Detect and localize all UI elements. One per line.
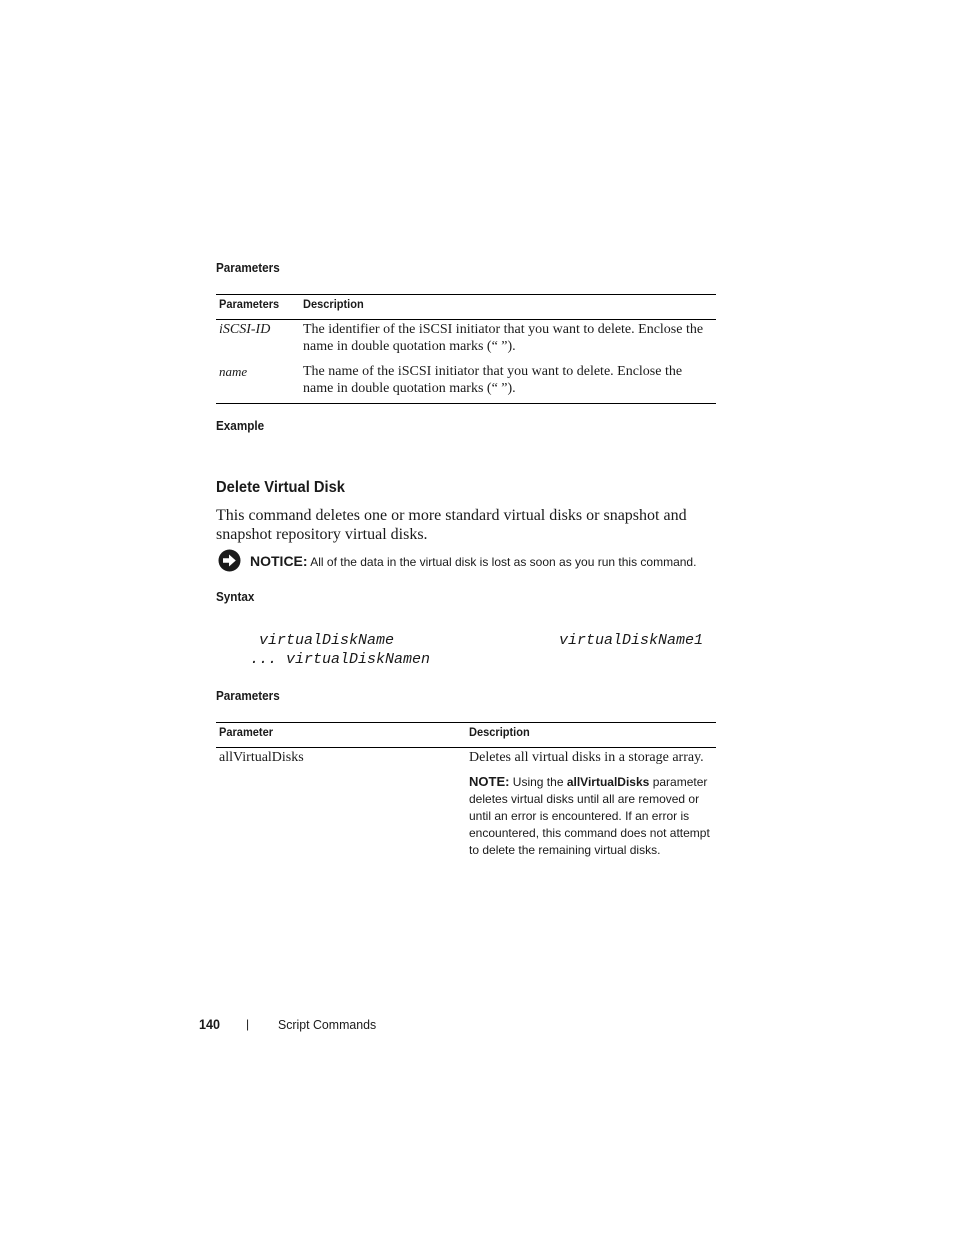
table-header-parameters: Parameters: [219, 297, 280, 311]
syntax-heading: Syntax: [216, 589, 255, 604]
syntax-virtual-disk-name: virtualDiskName: [259, 632, 395, 649]
param-iscsi-id-description: The identifier of the iSCSI initiator that you want to delete. Enclose the name in double quotation marks (“ ”).: [303, 322, 704, 354]
page-number: 140: [199, 1016, 221, 1032]
parameters-heading: Parameters: [216, 260, 280, 275]
table-rule-bottom: [216, 403, 716, 404]
table-header-description: Description: [303, 297, 364, 311]
param-iscsi-id: iSCSI-ID: [219, 322, 271, 337]
note-post: parameter deletes virtual disks until all are removed or until an error is encountered. If an error is encountered, this command does not attempt to delete the remaining virtual disks.: [469, 775, 710, 857]
table2-rule-top: [216, 722, 716, 723]
footer-section: Script Commands: [278, 1017, 377, 1032]
notice-arrow-icon: [218, 549, 241, 572]
table-rule-top: [216, 294, 716, 295]
param-name-description: The name of the iSCSI initiator that you want to delete. Enclose the name in double quotation marks (“ ”).: [303, 364, 683, 396]
param-note: [469, 773, 714, 859]
notice-text: [250, 553, 696, 569]
footer-separator: |: [246, 1017, 250, 1031]
table2-header-parameter: Parameter: [219, 725, 274, 739]
notice-label: NOTICE:: [250, 553, 308, 569]
param-name: name: [219, 364, 248, 379]
param-all-virtual-disks: allVirtualDisks: [219, 750, 304, 765]
example-heading: Example: [216, 418, 265, 433]
note-label: NOTE:: [469, 774, 510, 789]
notice-body: All of the data in the virtual disk is lost as soon as you run this command.: [310, 555, 697, 569]
intro-paragraph: This command deletes one or more standard virtual disks or snapshot and snapshot repository virtual disks.: [216, 507, 687, 543]
table2-rule-header: [216, 747, 716, 748]
table-rule-header: [216, 319, 716, 320]
syntax-virtual-disk-namen: ... virtualDiskNamen: [250, 651, 431, 668]
section-title: Delete Virtual Disk: [216, 479, 346, 496]
syntax-virtual-disk-name1: virtualDiskName1: [559, 632, 704, 649]
parameters-heading-2: Parameters: [216, 688, 280, 703]
note-code: allVirtualDisks: [566, 775, 650, 789]
table2-header-description: Description: [469, 725, 530, 739]
param-all-virtual-disks-description: Deletes all virtual disks in a storage array.: [469, 750, 704, 765]
note-pre: Using the: [512, 775, 564, 789]
